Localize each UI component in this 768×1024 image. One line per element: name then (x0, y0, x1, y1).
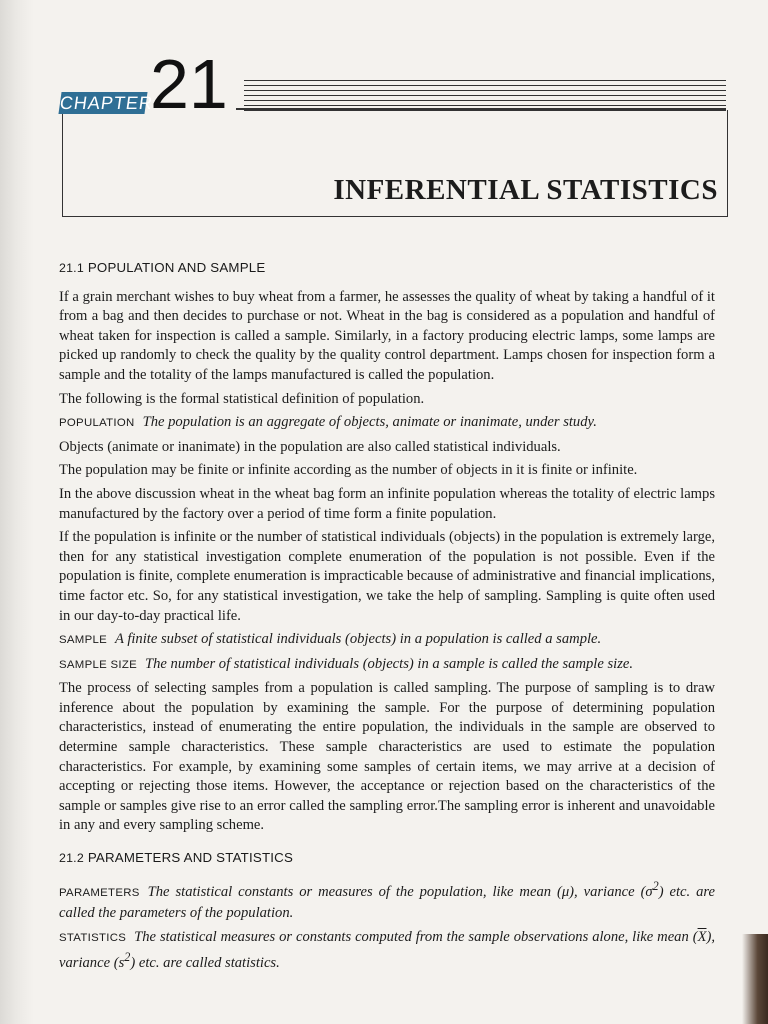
definition-statistics (59, 928, 715, 974)
definition-text-part: The statistical measures or constants computed from the sample observations alone, like mean ( (134, 928, 698, 945)
paragraph: Objects (animate or inanimate) in the population are also called statistical individuals. (59, 438, 561, 455)
definition-text-part: ) etc. are called statistics. (130, 955, 280, 972)
section-heading-21-2 (59, 848, 715, 869)
definition-term: SAMPLE (59, 634, 108, 647)
definition-sample (59, 630, 715, 651)
paragraph: If the population is infinite or the number of statistical individuals (objects) in the population is extremely large, then for any statistical investigation complete enumeration of the population is not possible. Even if the population is finite, complete enumeration is impracticable because of administrative and financial implications, time factor etc. So, for any statistical investigation, we take the help of sampling. Sampling is quite often used in our day-to-day practical life. (59, 529, 715, 624)
definition-term: PARAMETERS (59, 887, 140, 900)
page-content (59, 258, 715, 978)
definition-parameters (59, 878, 715, 924)
definition-text-part: ) etc. are called the parameters of the population. (59, 884, 715, 922)
x-bar-symbol: $\overline{X}$ (697, 928, 707, 945)
definition-text: The number of statistical individuals (objects) in a sample is called the sample size. (145, 655, 634, 672)
definition-term: STATISTICS (59, 931, 127, 944)
section-number: 21.2 (59, 851, 84, 866)
definition-population (59, 413, 715, 434)
definition-text: A finite subset of statistical individuals (objects) in a population is called a sample. (115, 631, 602, 648)
definition-text-part: ), variance (s (59, 928, 715, 972)
superscript: 2 (124, 950, 131, 965)
paragraph: The population may be finite or infinite according as the number of objects in it is finite or infinite. (59, 462, 638, 479)
section-title: POPULATION AND SAMPLE (87, 260, 266, 275)
definition-term: SAMPLE SIZE (59, 658, 137, 671)
chapter-title: INFERENTIAL STATISTICS (333, 174, 718, 206)
paragraph: In the above discussion wheat in the wheat bag form an infinite population whereas the totality of electric lamps manufactured by the factory over a period of time form a finite population. (59, 485, 715, 522)
section-heading-21-1 (59, 258, 715, 279)
paragraph: The process of selecting samples from a population is called sampling. The purpose of sampling is to draw inference about the population by examining the sample. For the purpose of determining population characteristics, instead of enumerating the entire population, the individuals in the sample are observed to determine sample characteristics. These sample characteristics are used to estimate the population characteristics. For example, by examining some samples of certain items, we may arrive at a decision of accepting or rejecting those items. However, the acceptance or rejection based on the characteristics of the sample or samples give rise to an error called the sampling error.The sampling error is inherent and unavoidable in any and every sampling scheme. (59, 680, 715, 834)
definition-text: The population is an aggregate of objects, animate or inanimate, under study. (142, 414, 597, 431)
section-number: 21.1 (59, 261, 84, 275)
definition-text (59, 879, 715, 922)
superscript: 2 (652, 879, 659, 894)
chapter-label: CHAPTER (58, 93, 155, 113)
definition-text (59, 929, 715, 971)
paragraph: If a grain merchant wishes to buy wheat from a farmer, he assesses the quality of wheat by taking a handful of it from a bag and then decides to purchase or not. Wheat in the bag is considered as a population and handful of wheat taken for inspection is called a sample. Similarly, in a factory producing electric lamps, some lamps are picked up randomly to check the quality by the quality control department. Lamps chosen for inspection form a sample and the totality of the lamps manufactured is called the population. (59, 288, 715, 383)
definition-term: POPULATION (59, 417, 135, 430)
definition-text-part: The statistical constants or measures of the population, like mean (μ), variance (σ (147, 884, 653, 901)
page-edge-shadow (0, 0, 34, 1024)
page-corner-shadow (742, 934, 768, 1024)
definition-sample-size (59, 655, 715, 676)
section-title: PARAMETERS AND STATISTICS (87, 850, 294, 866)
chapter-number: 21 (150, 45, 228, 123)
paragraph: The following is the formal statistical definition of population. (59, 390, 425, 407)
